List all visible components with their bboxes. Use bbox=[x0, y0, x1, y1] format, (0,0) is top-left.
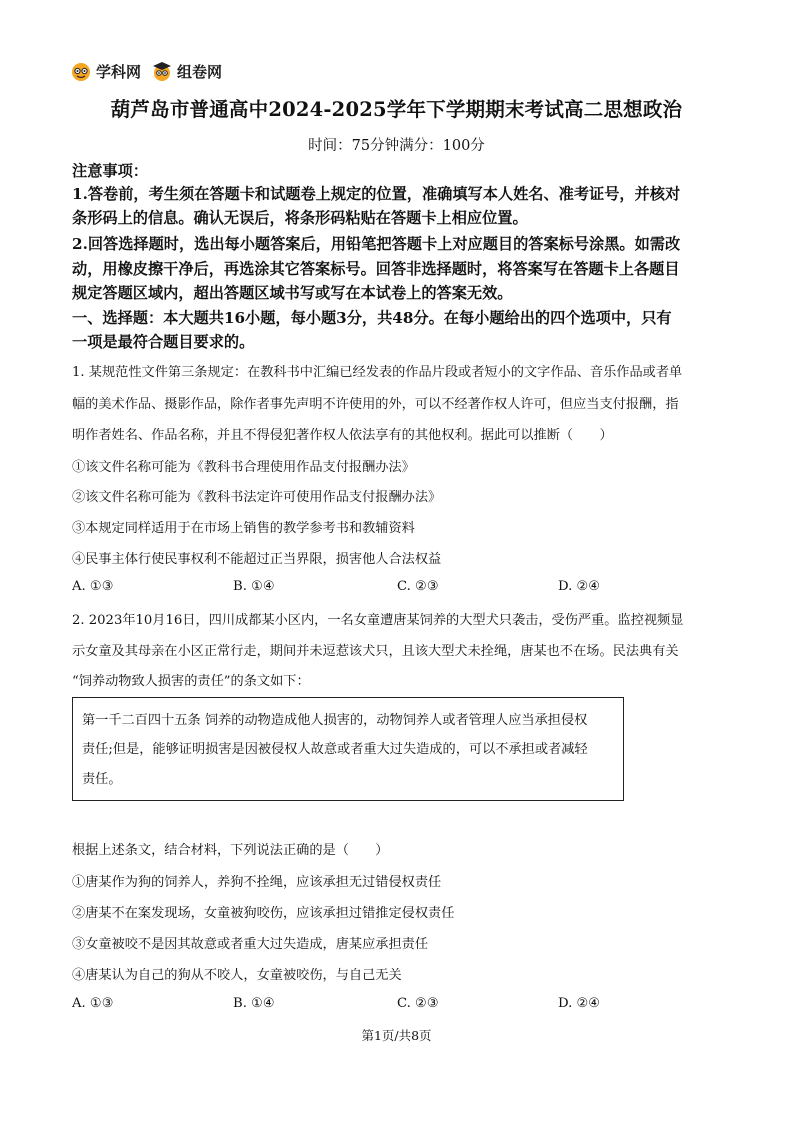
notice-line: 条形码上的信息。确认无误后，将条形码粘贴在答题卡上相应位置。 bbox=[72, 209, 528, 227]
q2-option-c[interactable]: C. ②③ bbox=[397, 996, 439, 1011]
q1-option-a[interactable]: A. ①③ bbox=[72, 579, 114, 594]
law-article-line: 责任。 bbox=[82, 772, 122, 787]
logo1-text: 学科网 bbox=[96, 62, 142, 81]
q1-statement: ②该文件名称可能为《教科书法定许可使用作品支付报酬办法》 bbox=[72, 490, 442, 505]
notice-line: 规定答题区域内，超出答题区域书写或写在本试卷上的答案无效。 bbox=[72, 284, 513, 302]
q1-statement: ④民事主体行使民事权利不能超过正当界限，损害他人合法权益 bbox=[72, 552, 442, 567]
mascot-cap-icon bbox=[151, 60, 173, 82]
notice-line: 1.答卷前，考生须在答题卡和试题卷上规定的位置，准确填写本人姓名、准考证号，并核对 bbox=[72, 185, 681, 203]
notice-heading: 注意事项： bbox=[72, 162, 148, 180]
exam-title: 葫芦岛市普通高中2024-2025学年下学期期末考试高二思想政治 bbox=[110, 98, 683, 121]
q1-stem-line: 1. 某规范性文件第三条规定：在教科书中汇编已经发表的作品片段或者短小的文字作品、音乐作品或者单 bbox=[72, 365, 683, 380]
section-heading-cont: 一项是最符合题目要求的。 bbox=[72, 333, 255, 351]
mascot-icon bbox=[70, 60, 92, 82]
law-article-box bbox=[72, 697, 624, 801]
page-number: 第1页/共8页 bbox=[361, 1028, 432, 1043]
zujuanwang-logo bbox=[151, 60, 222, 82]
notice-line: 2.回答选择题时，选出每小题答案后，用铅笔把答题卡上对应题目的答案标号涂黑。如需改 bbox=[72, 235, 681, 253]
notice-line: 动，用橡皮擦干净后，再选涂其它答案标号。回答非选择题时，将答案写在答题卡上各题目 bbox=[72, 260, 680, 278]
q1-stem-line: 明作者姓名、作品名称，并且不得侵犯著作权人依法享有的其他权利。据此可以推断（ ） bbox=[72, 428, 613, 443]
q2-stem-line: 2. 2023年10月16日，四川成都某小区内，一名女童遭唐某饲养的大型犬只袭击，受伤严重。监控视频显 bbox=[72, 613, 684, 628]
q1-stem-line: 幅的美术作品、摄影作品，除作者事先声明不许使用的外，可以不经著作权人许可，但应当支付报酬，指 bbox=[72, 397, 679, 412]
q1-option-c[interactable]: C. ②③ bbox=[397, 579, 439, 594]
q2-statement: ②唐某不在案发现场，女童被狗咬伤，应该承担过错推定侵权责任 bbox=[72, 906, 455, 921]
q2-statement: ③女童被咬不是因其故意或者重大过失造成，唐某应承担责任 bbox=[72, 937, 429, 952]
q1-option-b[interactable]: B. ①④ bbox=[233, 579, 275, 594]
q2-statement: ①唐某作为狗的饲养人，养狗不拴绳，应该承担无过错侵权责任 bbox=[72, 875, 442, 890]
q2-statement: ④唐某认为自己的狗从不咬人，女童被咬伤，与自己无关 bbox=[72, 968, 402, 983]
q2-prompt: 根据上述条文，结合材料，下列说法正确的是（ ） bbox=[72, 843, 389, 858]
q2-stem-line: “饲养动物致人损害的责任”的条文如下： bbox=[72, 674, 310, 689]
q1-statement: ③本规定同样适用于在市场上销售的教学参考书和教辅资料 bbox=[72, 521, 415, 536]
q2-option-a[interactable]: A. ①③ bbox=[72, 996, 114, 1011]
q1-statement: ①该文件名称可能为《教科书合理使用作品支付报酬办法》 bbox=[72, 460, 415, 475]
law-article-line: 责任;但是，能够证明损害是因被侵权人故意或者重大过失造成的，可以不承担或者减轻 bbox=[82, 742, 588, 757]
q2-stem-line: 示女童及其母亲在小区正常行走，期间并未逗惹该犬只，且该大型犬未拴绳，唐某也不在场。民法典有关 bbox=[72, 644, 679, 659]
header-logos bbox=[70, 58, 222, 84]
q2-option-d[interactable]: D. ②④ bbox=[558, 996, 601, 1011]
q1-option-d[interactable]: D. ②④ bbox=[558, 579, 601, 594]
exam-time-line: 时间：75分钟满分：100分 bbox=[308, 138, 485, 154]
q2-option-b[interactable]: B. ①④ bbox=[233, 996, 275, 1011]
section-heading: 一、选择题：本大题共16小题，每小题3分，共48分。在每小题给出的四个选项中，只有 bbox=[72, 309, 672, 327]
xuekewang-logo bbox=[70, 60, 141, 82]
logo2-text: 组卷网 bbox=[177, 62, 223, 81]
law-article-line: 第一千二百四十五条 饲养的动物造成他人损害的，动物饲养人或者管理人应当承担侵权 bbox=[82, 713, 588, 728]
